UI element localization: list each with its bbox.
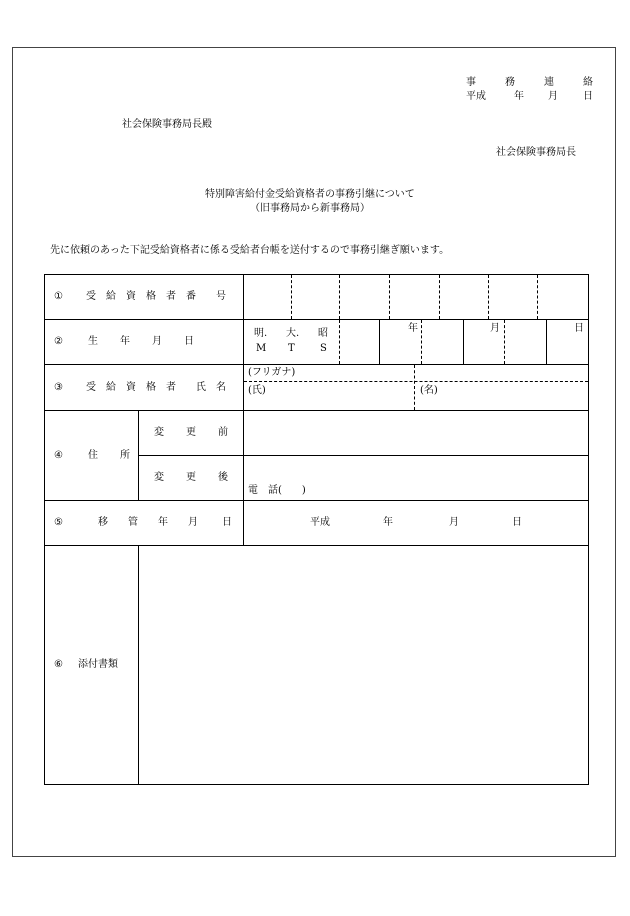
row1-num: ①	[54, 291, 63, 302]
transfer-day-unit: 日	[512, 517, 522, 528]
row2-label-char: 生	[88, 336, 98, 347]
row1-label-char: 資	[126, 291, 136, 302]
row2-label-char: 日	[184, 336, 194, 347]
header-date-day: 日	[583, 91, 593, 102]
row5-num: ⑤	[54, 517, 63, 528]
phone-label: 電 話( )	[248, 485, 306, 496]
row1-label-char: 番	[186, 291, 196, 302]
row3-label-char: 受	[86, 382, 96, 393]
surname-label: (氏)	[248, 385, 266, 396]
sender: 社会保険事務局長	[496, 147, 576, 158]
row4-num: ④	[54, 450, 63, 461]
page-frame	[12, 47, 616, 857]
row5-label-char: 日	[222, 517, 232, 528]
row6-label: 添付書類	[78, 659, 118, 670]
furigana-label: (フリガナ)	[248, 367, 296, 378]
row2-label-char: 月	[152, 336, 162, 347]
notice-char-2: 務	[505, 77, 515, 88]
birth-month-unit: 月	[490, 323, 500, 334]
row1-label-char: 受	[86, 291, 96, 302]
row5-label-char: 管	[128, 517, 138, 528]
row3-label-char: 名	[216, 382, 226, 393]
after-label-char: 後	[218, 472, 228, 483]
given-name-label: (名)	[420, 385, 438, 396]
addressee: 社会保険事務局長殿	[122, 119, 212, 130]
transfer-year-unit: 年	[383, 517, 393, 528]
title-line1: 特別障害給付金受給資格者の事務引継について	[205, 189, 415, 200]
era-taisho: 大.	[286, 328, 300, 339]
row3-num: ③	[54, 382, 63, 393]
notice-char-1: 事	[466, 77, 476, 88]
before-label-char: 更	[186, 427, 196, 438]
header-date-year: 年	[514, 91, 524, 102]
era-showa: 昭	[318, 328, 328, 339]
era-s: S	[320, 343, 327, 354]
title-line2: （旧事務局から新事務局）	[250, 203, 370, 214]
row5-label-char: 移	[98, 517, 108, 528]
row2-label-char: 年	[120, 336, 130, 347]
intro-text: 先に依頼のあった下記受給資格者に係る受給者台帳を送付するので事務引継ぎ願います。	[50, 245, 450, 256]
row4-label-char: 住	[88, 450, 98, 461]
before-label-char: 変	[154, 427, 164, 438]
row2-num: ②	[54, 336, 63, 347]
after-label-char: 更	[186, 472, 196, 483]
before-label-char: 前	[218, 427, 228, 438]
row3-label-char: 者	[166, 382, 176, 393]
era-m: M	[256, 343, 267, 354]
birth-year-unit: 年	[408, 323, 418, 334]
row1-label-char: 給	[106, 291, 116, 302]
birth-day-unit: 日	[574, 323, 584, 334]
notice-char-4: 絡	[583, 77, 593, 88]
row4-label-char: 所	[120, 450, 130, 461]
row3-label-char: 給	[106, 382, 116, 393]
row5-label-char: 月	[188, 517, 198, 528]
era-meiji: 明.	[254, 328, 268, 339]
header-date-era: 平成	[466, 91, 486, 102]
row3-label-char: 格	[146, 382, 156, 393]
row3-label-char: 資	[126, 382, 136, 393]
row1-label-char: 号	[216, 291, 226, 302]
row5-label-char: 年	[158, 517, 168, 528]
era-t: T	[288, 343, 295, 354]
row6-num: ⑥	[54, 659, 63, 670]
row3-label-char: 氏	[196, 382, 206, 393]
transfer-era: 平成	[310, 517, 330, 528]
transfer-month-unit: 月	[449, 517, 459, 528]
after-label-char: 変	[154, 472, 164, 483]
row1-label-char: 格	[146, 291, 156, 302]
notice-char-3: 連	[544, 77, 554, 88]
header-date-month: 月	[548, 91, 558, 102]
row1-label-char: 者	[166, 291, 176, 302]
